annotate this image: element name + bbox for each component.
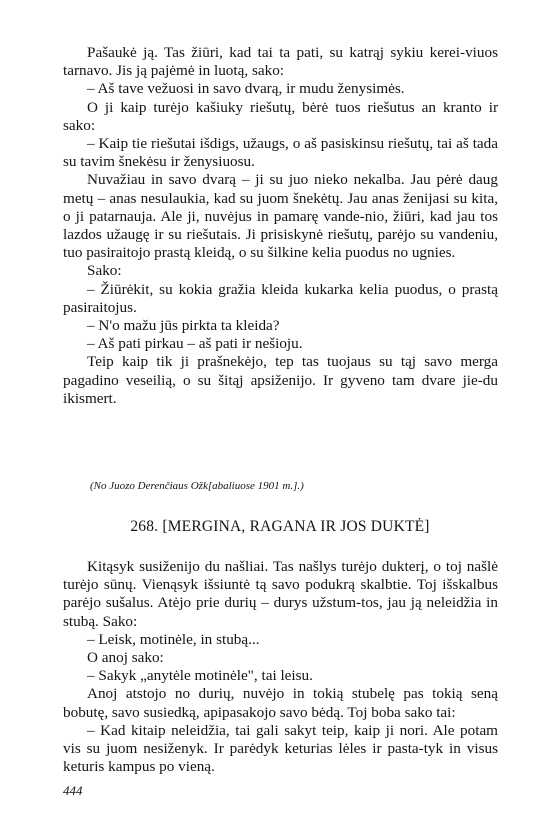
paragraph: – Sakyk „anytėle motinėle", tai leisu.: [87, 667, 313, 685]
paragraph: Pašaukė ją. Tas žiūri, kad tai ta pati, su katrąj sykiu kerei-viuos tarnavo. Jis ją pajėmė in luotą, sako:: [63, 44, 498, 80]
paragraph: Kitąsyk susiženijo du našliai. Tas našlys turėjo dukterį, o toj našlė turėjo sūnų. Vienąsyk išsiuntė tą savo podukrą skalbtie. Toj išskalbus parėjo sušalus. Atėjo prie durių – durys užstum-tos, jau ją neleidžia in stubą. Sako:: [63, 558, 498, 630]
section-2-text: [63, 558, 498, 776]
paragraph: Sako:: [87, 262, 122, 280]
paragraph: – Aš tave vežuosi in savo dvarą, ir mudu ženysimės.: [87, 80, 405, 98]
paragraph: – Žiūrėkit, su kokia gražia kleida kukarka kelia puodus, o prastą pasiraitojus.: [63, 280, 498, 316]
paragraph: O ji kaip turėjo kašiuky riešutų, bėrė tuos riešutus an kranto ir sako:: [63, 98, 498, 134]
paragraph: – Kad kitaip neleidžia, tai gali sakyt teip, kaip ji nori. Ale potam vis su juom nesiženyk. Ir parėdyk keturias lėles ir pasta-tyk in visus keturis kampus po vieną.: [63, 721, 498, 776]
paragraph: Teip kaip tik ji prašnekėjo, tep tas tuojaus su tąj savo merga pagadino veseilią, o su šitąj apsiženijo. Ir gyveno tam dvare jie-du ikismert.: [63, 353, 498, 407]
story-heading: 268. [MERGINA, RAGANA IR JOS DUKTĖ]: [130, 518, 430, 535]
paragraph: O anoj sako:: [87, 649, 164, 667]
paragraph: Anoj atstojo no durių, nuvėjo in tokią stubelę pas tokią seną bobutę, savo susiedką, apipasakojo savo bėdą. Toj boba sako tai:: [63, 685, 498, 721]
section-1-text: [63, 44, 498, 408]
paragraph: – N'o mažu jūs pirkta ta kleida?: [87, 317, 280, 335]
source-note: (No Juozo Derenčiaus Ožk[abaliuose 1901 m.].): [90, 480, 304, 492]
page-number: 444: [63, 783, 83, 798]
paragraph: Nuvažiau in savo dvarą – ji su juo nieko nekalba. Jau pėrė daug metų – anas nesulaukia, kad su juom šnekėtų. Jau anas ženijasi su kita, o ji patarnauja. Ale ji, nuvėjus in pamarę vande-nio, žiūri, kad jau tos lazdos užaugę ir su riešutais. Ji prisiskynė riešutų, parėjo su vandeniu, tuo pasiraitojo prastą kleidą, o su šilkine kelia puodus no ugnies.: [63, 171, 498, 262]
paragraph: – Kaip tie riešutai išdigs, užaugs, o aš pasiskinsu riešutų, tai aš tada su tavim šnekėsu ir ženysiuosu.: [63, 135, 498, 171]
paragraph: – Leisk, motinėle, in stubą...: [87, 630, 260, 648]
paragraph: – Aš pati pirkau – aš pati ir nešioju.: [87, 335, 303, 353]
